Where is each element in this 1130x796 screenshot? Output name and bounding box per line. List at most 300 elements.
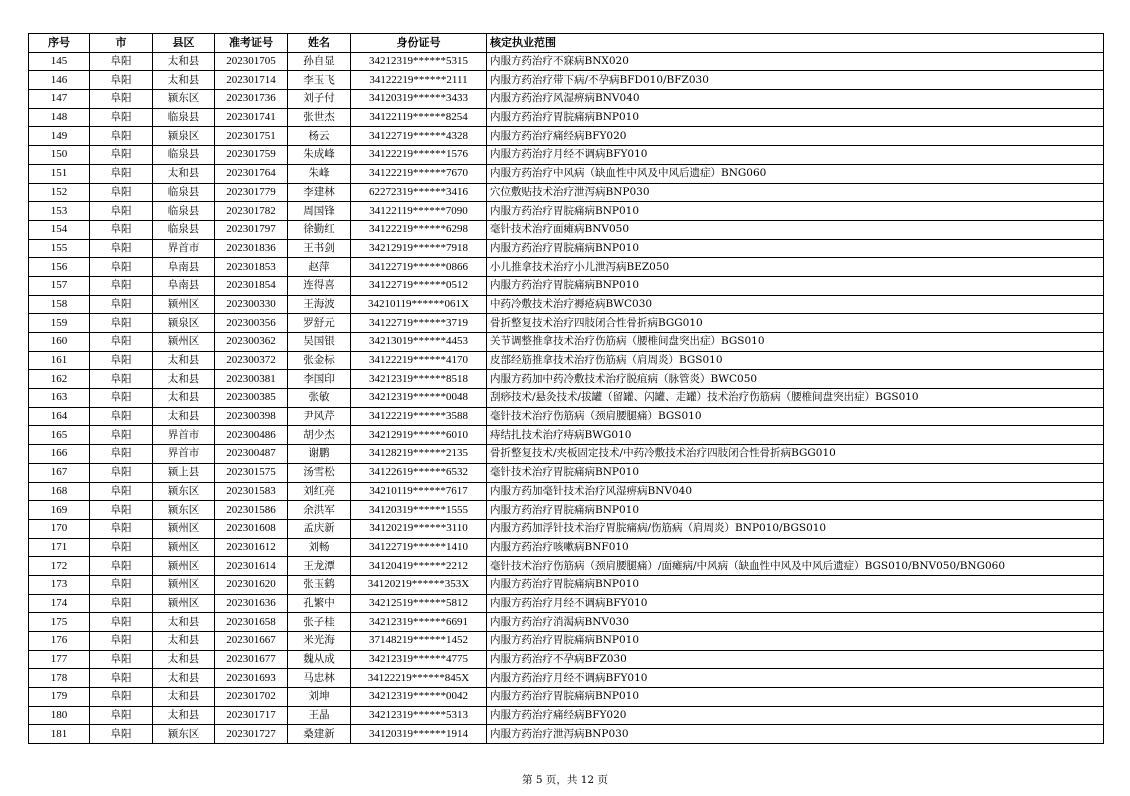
table-row: [29, 613, 1104, 632]
header-seq: 序号: [29, 34, 90, 53]
cell-name: 杨云: [288, 127, 351, 146]
cell-exam-no: 202301797: [215, 220, 288, 239]
cell-id-no: 34210119******061X: [351, 295, 487, 314]
cell-id-no: 34122219******6298: [351, 220, 487, 239]
cell-city: 阜阳: [90, 276, 153, 295]
cell-name: 桑建新: [288, 725, 351, 744]
cell-seq: 171: [29, 538, 90, 557]
cell-exam-no: 202301693: [215, 669, 288, 688]
header-city: 市: [90, 34, 153, 53]
cell-name: 周国锋: [288, 202, 351, 221]
page-footer: 第 5 页，共 12 页: [522, 774, 608, 786]
cell-county: 颍州区: [153, 594, 215, 613]
cell-seq: 154: [29, 220, 90, 239]
cell-id-no: 34212319******0042: [351, 688, 487, 707]
cell-name: 刘红亮: [288, 482, 351, 501]
cell-exam-no: 202300385: [215, 389, 288, 408]
cell-name: 张世杰: [288, 108, 351, 127]
cell-county: 颍东区: [153, 725, 215, 744]
cell-id-no: 34120319******3433: [351, 90, 487, 109]
table-row: [29, 276, 1104, 295]
cell-seq: 159: [29, 314, 90, 333]
cell-scope: 内服方药治疗中风病（缺血性中风及中风后遗症）BNG060: [487, 164, 1104, 183]
cell-seq: 176: [29, 632, 90, 651]
cell-id-no: 34212319******4775: [351, 650, 487, 669]
cell-scope: 中药冷敷技术治疗褥疮病BWC030: [487, 295, 1104, 314]
cell-exam-no: 202300398: [215, 407, 288, 426]
cell-name: 王龙潭: [288, 557, 351, 576]
cell-city: 阜阳: [90, 613, 153, 632]
cell-county: 颍州区: [153, 295, 215, 314]
table-row: [29, 333, 1104, 352]
cell-id-no: 34120419******2212: [351, 557, 487, 576]
cell-county: 颍州区: [153, 519, 215, 538]
cell-id-no: 34122719******4328: [351, 127, 487, 146]
cell-city: 阜阳: [90, 557, 153, 576]
cell-id-no: 34122219******4170: [351, 351, 487, 370]
cell-county: 界首市: [153, 445, 215, 464]
cell-city: 阜阳: [90, 108, 153, 127]
cell-county: 颍上县: [153, 463, 215, 482]
cell-id-no: 34122219******2111: [351, 71, 487, 90]
cell-county: 颍东区: [153, 501, 215, 520]
table-row: [29, 426, 1104, 445]
cell-exam-no: 202301736: [215, 90, 288, 109]
cell-id-no: 34212319******8518: [351, 370, 487, 389]
cell-id-no: 62272319******3416: [351, 183, 487, 202]
cell-exam-no: 202301705: [215, 52, 288, 71]
cell-name: 王晶: [288, 706, 351, 725]
cell-county: 太和县: [153, 669, 215, 688]
table-row: [29, 557, 1104, 576]
cell-county: 颍泉区: [153, 127, 215, 146]
cell-id-no: 34122119******7090: [351, 202, 487, 221]
cell-exam-no: 202300330: [215, 295, 288, 314]
cell-scope: 内服方药治疗胃脘痛病BNP010: [487, 276, 1104, 295]
cell-seq: 158: [29, 295, 90, 314]
cell-name: 赵萍: [288, 258, 351, 277]
cell-scope: 毫针技术治疗胃脘痛病BNP010: [487, 463, 1104, 482]
table-row: [29, 220, 1104, 239]
cell-scope: 小儿推拿技术治疗小儿泄泻病BEZ050: [487, 258, 1104, 277]
cell-name: 孔繁中: [288, 594, 351, 613]
table-row: [29, 575, 1104, 594]
cell-id-no: 34210119******7617: [351, 482, 487, 501]
cell-seq: 148: [29, 108, 90, 127]
cell-id-no: 34120219******353X: [351, 575, 487, 594]
cell-city: 阜阳: [90, 220, 153, 239]
cell-exam-no: 202301614: [215, 557, 288, 576]
table-row: [29, 445, 1104, 464]
cell-id-no: 34212319******5313: [351, 706, 487, 725]
cell-scope: 内服方药加浮针技术治疗胃脘痛病/伤筋病（肩周炎）BNP010/BGS010: [487, 519, 1104, 538]
cell-exam-no: 202300487: [215, 445, 288, 464]
table-row: [29, 632, 1104, 651]
table-row: [29, 202, 1104, 221]
cell-city: 阜阳: [90, 650, 153, 669]
cell-id-no: 34122619******6532: [351, 463, 487, 482]
cell-name: 孟庆新: [288, 519, 351, 538]
cell-name: 尹风芹: [288, 407, 351, 426]
cell-name: 魏从成: [288, 650, 351, 669]
cell-exam-no: 202301667: [215, 632, 288, 651]
cell-seq: 166: [29, 445, 90, 464]
roster-sheet: [28, 33, 1104, 744]
cell-name: 连得喜: [288, 276, 351, 295]
cell-county: 颍州区: [153, 538, 215, 557]
cell-county: 阜南县: [153, 276, 215, 295]
header-name: 姓名: [288, 34, 351, 53]
cell-exam-no: 202301575: [215, 463, 288, 482]
roster-body: [29, 52, 1104, 743]
header-scope: 核定执业范围: [487, 34, 1104, 53]
cell-scope: 内服方药治疗泄泻病BNP030: [487, 725, 1104, 744]
table-row: [29, 706, 1104, 725]
cell-exam-no: 202301702: [215, 688, 288, 707]
cell-exam-no: 202301759: [215, 146, 288, 165]
cell-city: 阜阳: [90, 370, 153, 389]
cell-name: 张金标: [288, 351, 351, 370]
cell-county: 太和县: [153, 706, 215, 725]
cell-seq: 164: [29, 407, 90, 426]
cell-seq: 157: [29, 276, 90, 295]
cell-seq: 165: [29, 426, 90, 445]
table-row: [29, 351, 1104, 370]
cell-id-no: 34122219******845X: [351, 669, 487, 688]
cell-seq: 168: [29, 482, 90, 501]
cell-seq: 169: [29, 501, 90, 520]
cell-scope: 内服方药治疗带下病/不孕病BFD010/BFZ030: [487, 71, 1104, 90]
cell-county: 临泉县: [153, 183, 215, 202]
cell-id-no: 34122219******3588: [351, 407, 487, 426]
cell-county: 颍东区: [153, 90, 215, 109]
table-row: [29, 183, 1104, 202]
cell-city: 阜阳: [90, 52, 153, 71]
cell-name: 孙自显: [288, 52, 351, 71]
cell-name: 张敏: [288, 389, 351, 408]
cell-seq: 150: [29, 146, 90, 165]
cell-city: 阜阳: [90, 538, 153, 557]
cell-exam-no: 202301717: [215, 706, 288, 725]
cell-city: 阜阳: [90, 127, 153, 146]
cell-scope: 骨折整复技术治疗四肢闭合性骨折病BGG010: [487, 314, 1104, 333]
cell-exam-no: 202301636: [215, 594, 288, 613]
cell-scope: 内服方药加中药冷敷技术治疗脱疽病（脉管炎）BWC050: [487, 370, 1104, 389]
cell-scope: 内服方药治疗月经不调病BFY010: [487, 669, 1104, 688]
cell-city: 阜阳: [90, 706, 153, 725]
table-row: [29, 650, 1104, 669]
cell-name: 米光海: [288, 632, 351, 651]
table-row: [29, 258, 1104, 277]
table-row: [29, 52, 1104, 71]
cell-exam-no: 202301779: [215, 183, 288, 202]
cell-county: 颍州区: [153, 333, 215, 352]
cell-scope: 内服方药治疗风湿痹病BNV040: [487, 90, 1104, 109]
cell-id-no: 34212919******7918: [351, 239, 487, 258]
table-row: [29, 482, 1104, 501]
cell-scope: 内服方药治疗胃脘痛病BNP010: [487, 575, 1104, 594]
cell-county: 太和县: [153, 164, 215, 183]
cell-name: 余洪军: [288, 501, 351, 520]
cell-scope: 内服方药治疗胃脘痛病BNP010: [487, 632, 1104, 651]
cell-seq: 151: [29, 164, 90, 183]
cell-city: 阜阳: [90, 295, 153, 314]
cell-county: 临泉县: [153, 202, 215, 221]
cell-city: 阜阳: [90, 164, 153, 183]
cell-county: 颍州区: [153, 575, 215, 594]
cell-name: 吴国银: [288, 333, 351, 352]
cell-county: 临泉县: [153, 220, 215, 239]
cell-city: 阜阳: [90, 333, 153, 352]
cell-city: 阜阳: [90, 426, 153, 445]
cell-seq: 153: [29, 202, 90, 221]
cell-name: 王海波: [288, 295, 351, 314]
cell-id-no: 34122719******0512: [351, 276, 487, 295]
cell-seq: 152: [29, 183, 90, 202]
cell-id-no: 34212519******5812: [351, 594, 487, 613]
cell-city: 阜阳: [90, 146, 153, 165]
cell-scope: 内服方药治疗月经不调病BFY010: [487, 594, 1104, 613]
cell-county: 太和县: [153, 389, 215, 408]
cell-city: 阜阳: [90, 71, 153, 90]
cell-name: 刘畅: [288, 538, 351, 557]
table-row: [29, 314, 1104, 333]
table-row: [29, 688, 1104, 707]
cell-county: 太和县: [153, 71, 215, 90]
table-row: [29, 164, 1104, 183]
cell-exam-no: 202301608: [215, 519, 288, 538]
cell-city: 阜阳: [90, 725, 153, 744]
cell-scope: 毫针技术治疗伤筋病（颈肩腰腿痛）/面瘫病/中风病（缺血性中风及中风后遗症）BGS010/BNV050/BNG060: [487, 557, 1104, 576]
cell-id-no: 34122719******3719: [351, 314, 487, 333]
table-row: [29, 295, 1104, 314]
cell-seq: 181: [29, 725, 90, 744]
cell-city: 阜阳: [90, 463, 153, 482]
cell-exam-no: 202301854: [215, 276, 288, 295]
cell-seq: 145: [29, 52, 90, 71]
table-row: [29, 407, 1104, 426]
table-row: [29, 90, 1104, 109]
cell-city: 阜阳: [90, 501, 153, 520]
table-row: [29, 370, 1104, 389]
cell-name: 马忠林: [288, 669, 351, 688]
table-row: [29, 108, 1104, 127]
cell-seq: 146: [29, 71, 90, 90]
cell-city: 阜阳: [90, 632, 153, 651]
cell-city: 阜阳: [90, 688, 153, 707]
cell-scope: 内服方药治疗胃脘痛病BNP010: [487, 501, 1104, 520]
cell-name: 徐勤红: [288, 220, 351, 239]
cell-county: 太和县: [153, 407, 215, 426]
cell-county: 颍东区: [153, 482, 215, 501]
cell-county: 太和县: [153, 632, 215, 651]
cell-county: 临泉县: [153, 146, 215, 165]
cell-seq: 167: [29, 463, 90, 482]
cell-city: 阜阳: [90, 202, 153, 221]
cell-county: 颍泉区: [153, 314, 215, 333]
table-row: [29, 239, 1104, 258]
cell-exam-no: 202300356: [215, 314, 288, 333]
cell-name: 刘子付: [288, 90, 351, 109]
cell-exam-no: 202301658: [215, 613, 288, 632]
cell-scope: 内服方药治疗胃脘痛病BNP010: [487, 108, 1104, 127]
cell-id-no: 34212919******6010: [351, 426, 487, 445]
table-row: [29, 538, 1104, 557]
cell-exam-no: 202300372: [215, 351, 288, 370]
cell-id-no: 34122119******8254: [351, 108, 487, 127]
cell-seq: 160: [29, 333, 90, 352]
roster-table: [28, 33, 1104, 744]
cell-city: 阜阳: [90, 407, 153, 426]
table-row: [29, 519, 1104, 538]
cell-city: 阜阳: [90, 594, 153, 613]
cell-scope: 内服方药治疗不孕病BFZ030: [487, 650, 1104, 669]
cell-scope: 内服方药加毫针技术治疗风湿痹病BNV040: [487, 482, 1104, 501]
cell-county: 太和县: [153, 650, 215, 669]
cell-scope: 穴位敷贴技术治疗泄泻病BNP030: [487, 183, 1104, 202]
cell-exam-no: 202301677: [215, 650, 288, 669]
cell-id-no: 34128219******2135: [351, 445, 487, 464]
cell-county: 临泉县: [153, 108, 215, 127]
cell-city: 阜阳: [90, 669, 153, 688]
cell-exam-no: 202301714: [215, 71, 288, 90]
cell-id-no: 34213019******4453: [351, 333, 487, 352]
cell-seq: 155: [29, 239, 90, 258]
cell-seq: 161: [29, 351, 90, 370]
cell-name: 汤雪松: [288, 463, 351, 482]
cell-scope: 骨折整复技术/夹板固定技术/中药冷敷技术治疗四肢闭合性骨折病BGG010: [487, 445, 1104, 464]
table-row: [29, 389, 1104, 408]
cell-scope: 内服方药治疗不寐病BNX020: [487, 52, 1104, 71]
header-id-no: 身份证号: [351, 34, 487, 53]
cell-city: 阜阳: [90, 445, 153, 464]
cell-id-no: 37148219******1452: [351, 632, 487, 651]
cell-name: 张子桂: [288, 613, 351, 632]
cell-county: 太和县: [153, 351, 215, 370]
cell-id-no: 34122219******1576: [351, 146, 487, 165]
cell-exam-no: 202300362: [215, 333, 288, 352]
cell-county: 太和县: [153, 613, 215, 632]
cell-seq: 173: [29, 575, 90, 594]
cell-exam-no: 202301764: [215, 164, 288, 183]
cell-id-no: 34122719******1410: [351, 538, 487, 557]
cell-city: 阜阳: [90, 575, 153, 594]
cell-name: 王书剑: [288, 239, 351, 258]
cell-seq: 179: [29, 688, 90, 707]
cell-scope: 内服方药治疗痛经病BFY020: [487, 706, 1104, 725]
cell-id-no: 34122719******0866: [351, 258, 487, 277]
cell-county: 太和县: [153, 370, 215, 389]
cell-scope: 内服方药治疗消渴病BNV030: [487, 613, 1104, 632]
cell-name: 胡少杰: [288, 426, 351, 445]
cell-exam-no: 202300381: [215, 370, 288, 389]
cell-city: 阜阳: [90, 314, 153, 333]
cell-exam-no: 202301853: [215, 258, 288, 277]
cell-id-no: 34120319******1555: [351, 501, 487, 520]
table-row: [29, 127, 1104, 146]
cell-name: 张玉鹤: [288, 575, 351, 594]
table-row: [29, 71, 1104, 90]
cell-city: 阜阳: [90, 258, 153, 277]
cell-name: 朱成峰: [288, 146, 351, 165]
cell-city: 阜阳: [90, 519, 153, 538]
cell-scope: 内服方药治疗胃脘痛病BNP010: [487, 202, 1104, 221]
cell-exam-no: 202301741: [215, 108, 288, 127]
header-exam-no: 准考证号: [215, 34, 288, 53]
table-row: [29, 501, 1104, 520]
cell-exam-no: 202301620: [215, 575, 288, 594]
cell-name: 罗舒元: [288, 314, 351, 333]
cell-name: 李建林: [288, 183, 351, 202]
cell-seq: 170: [29, 519, 90, 538]
cell-scope: 皮部经筋推拿技术治疗伤筋病（肩周炎）BGS010: [487, 351, 1104, 370]
cell-scope: 内服方药治疗月经不调病BFY010: [487, 146, 1104, 165]
cell-id-no: 34212319******0048: [351, 389, 487, 408]
cell-exam-no: 202301727: [215, 725, 288, 744]
cell-exam-no: 202301583: [215, 482, 288, 501]
table-row: [29, 594, 1104, 613]
cell-seq: 172: [29, 557, 90, 576]
cell-id-no: 34122219******7670: [351, 164, 487, 183]
cell-id-no: 34212319******5315: [351, 52, 487, 71]
cell-exam-no: 202301751: [215, 127, 288, 146]
table-row: [29, 463, 1104, 482]
cell-id-no: 34120319******1914: [351, 725, 487, 744]
table-row: [29, 669, 1104, 688]
cell-scope: 刮痧技术/悬灸技术/拔罐（留罐、闪罐、走罐）技术治疗伤筋病（腰椎间盘突出症）BGS010: [487, 389, 1104, 408]
table-row: [29, 146, 1104, 165]
cell-seq: 175: [29, 613, 90, 632]
cell-county: 界首市: [153, 239, 215, 258]
cell-scope: 毫针技术治疗伤筋病（颈肩腰腿痛）BGS010: [487, 407, 1104, 426]
cell-name: 谢鹏: [288, 445, 351, 464]
cell-scope: 毫针技术治疗面瘫病BNV050: [487, 220, 1104, 239]
cell-id-no: 34120219******3110: [351, 519, 487, 538]
cell-exam-no: 202300486: [215, 426, 288, 445]
cell-exam-no: 202301782: [215, 202, 288, 221]
cell-county: 太和县: [153, 688, 215, 707]
cell-seq: 163: [29, 389, 90, 408]
cell-seq: 180: [29, 706, 90, 725]
cell-county: 阜南县: [153, 258, 215, 277]
cell-scope: 内服方药治疗胃脘痛病BNP010: [487, 688, 1104, 707]
cell-exam-no: 202301586: [215, 501, 288, 520]
cell-city: 阜阳: [90, 239, 153, 258]
cell-county: 太和县: [153, 52, 215, 71]
cell-exam-no: 202301836: [215, 239, 288, 258]
cell-scope: 痔结扎技术治疗痔病BWG010: [487, 426, 1104, 445]
cell-county: 界首市: [153, 426, 215, 445]
cell-scope: 关节调整推拿技术治疗伤筋病（腰椎间盘突出症）BGS010: [487, 333, 1104, 352]
cell-seq: 174: [29, 594, 90, 613]
cell-city: 阜阳: [90, 90, 153, 109]
cell-seq: 178: [29, 669, 90, 688]
cell-seq: 156: [29, 258, 90, 277]
cell-city: 阜阳: [90, 183, 153, 202]
cell-scope: 内服方药治疗痛经病BFY020: [487, 127, 1104, 146]
cell-scope: 内服方药治疗胃脘痛病BNP010: [487, 239, 1104, 258]
cell-city: 阜阳: [90, 351, 153, 370]
cell-exam-no: 202301612: [215, 538, 288, 557]
header-row: [29, 34, 1104, 53]
cell-name: 刘坤: [288, 688, 351, 707]
cell-county: 颍州区: [153, 557, 215, 576]
header-county: 县区: [153, 34, 215, 53]
cell-city: 阜阳: [90, 482, 153, 501]
cell-name: 朱峰: [288, 164, 351, 183]
table-row: [29, 725, 1104, 744]
cell-seq: 162: [29, 370, 90, 389]
